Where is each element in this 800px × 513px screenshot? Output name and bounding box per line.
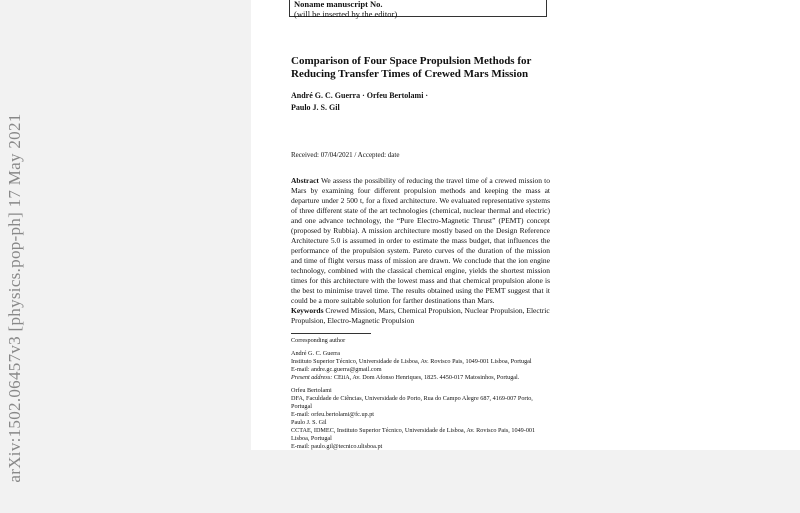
paper-title (291, 55, 551, 81)
author-1-present-address (291, 374, 553, 382)
author-3-name: Paulo J. S. Gil (291, 419, 327, 426)
arxiv-sidebar-stamp: arXiv:1502.06457v3 [physics.pop-ph] 17 May 2021 (5, 113, 24, 483)
manuscript-number-box (289, 0, 547, 17)
received-date: Received: 07/04/2021 / Accepted: date (291, 151, 400, 159)
authors-line-2: Paulo J. S. Gil (291, 103, 340, 112)
author-3-footnote (291, 419, 553, 451)
paper-authors (291, 90, 551, 114)
keywords-text: Crewed Mission, Mars, Chemical Propulsion, Nuclear Propulsion, Electric Propulsion, Electro-Magnetic Propulsion (291, 306, 550, 325)
abstract-text: We assess the possibility of reducing the travel time of a crewed mission to Mars by examining four different propulsion methods and keeping the mass at departure under 2 500 t, for a fixed architecture. We evaluated representative systems of three different state of the art technologies (chemical, nuclear thermal and electric) and one advance technology, the “Pure Electro-Magnetic Thrust” (PEMT) concept (proposed by Rubbia). A mission architecture mostly based on the Design Reference Architecture 5.0 is assumed in order to estimate the mass budget, that influences the performance of the propulsion system. Pareto curves of the duration of the mission and time of flight versus mass of mission are drawn. We conclude that the ion engine technology, combined with the classical chemical engine, yields the shortest mission times for this architecture with the lowest mass and that chemical propulsion alone is the best to minimise travel time. The results obtained using the PEMT suggest that it could be a more suitable solution for farther destinations than Mars. (291, 176, 550, 305)
corresponding-author-note: Corresponding author (291, 337, 346, 344)
authors-line-1: André G. C. Guerra · Orfeu Bertolami · (291, 91, 429, 100)
manuscript-note: (will be inserted by the editor) (294, 9, 398, 19)
present-address-text: CEiiA, Av. Dom Afonso Henriques, 1825. 4450-017 Matosinhos, Portugal. (333, 374, 520, 381)
keywords-label: Keywords (291, 306, 324, 315)
paper-title-line-1: Comparison of Four Space Propulsion Methods for (291, 55, 532, 67)
footnote-rule (291, 333, 371, 334)
author-1-footnote (291, 350, 553, 382)
author-2-name: Orfeu Bertolami (291, 387, 332, 394)
author-1-affiliation: Instituto Superior Técnico, Universidade de Lisboa, Av. Rovisco Pais, 1049-001 Lisboa, Portugal (291, 358, 532, 365)
author-3-affiliation: CCTAE, IDMEC, Instituto Superior Técnico, Universidade de Lisboa, Av. Rovisco Pais, 1049-001 Lisboa, Portugal (291, 427, 536, 442)
author-2-affiliation: DFA, Faculdade de Ciências, Universidade do Porto, Rua do Campo Alegre 687, 4169-007 Porto, Portugal (291, 395, 533, 410)
author-2-footnote (291, 387, 553, 419)
keywords (291, 306, 550, 326)
author-1-email: E-mail: andre.gc.guerra@gmail.com (291, 366, 382, 373)
author-1-name: André G. C. Guerra (291, 350, 340, 357)
abstract (291, 176, 550, 306)
manuscript-label: Noname manuscript No. (294, 0, 383, 9)
author-2-email: E-mail: orfeu.bertolami@fc.up.pt (291, 411, 375, 418)
present-address-label: Present address: (291, 374, 333, 381)
paper-title-line-2: Reducing Transfer Times of Crewed Mars Mission (291, 68, 529, 80)
author-3-email: E-mail: paulo.gil@tecnico.ulisboa.pt (291, 443, 383, 450)
abstract-label: Abstract (291, 176, 319, 185)
